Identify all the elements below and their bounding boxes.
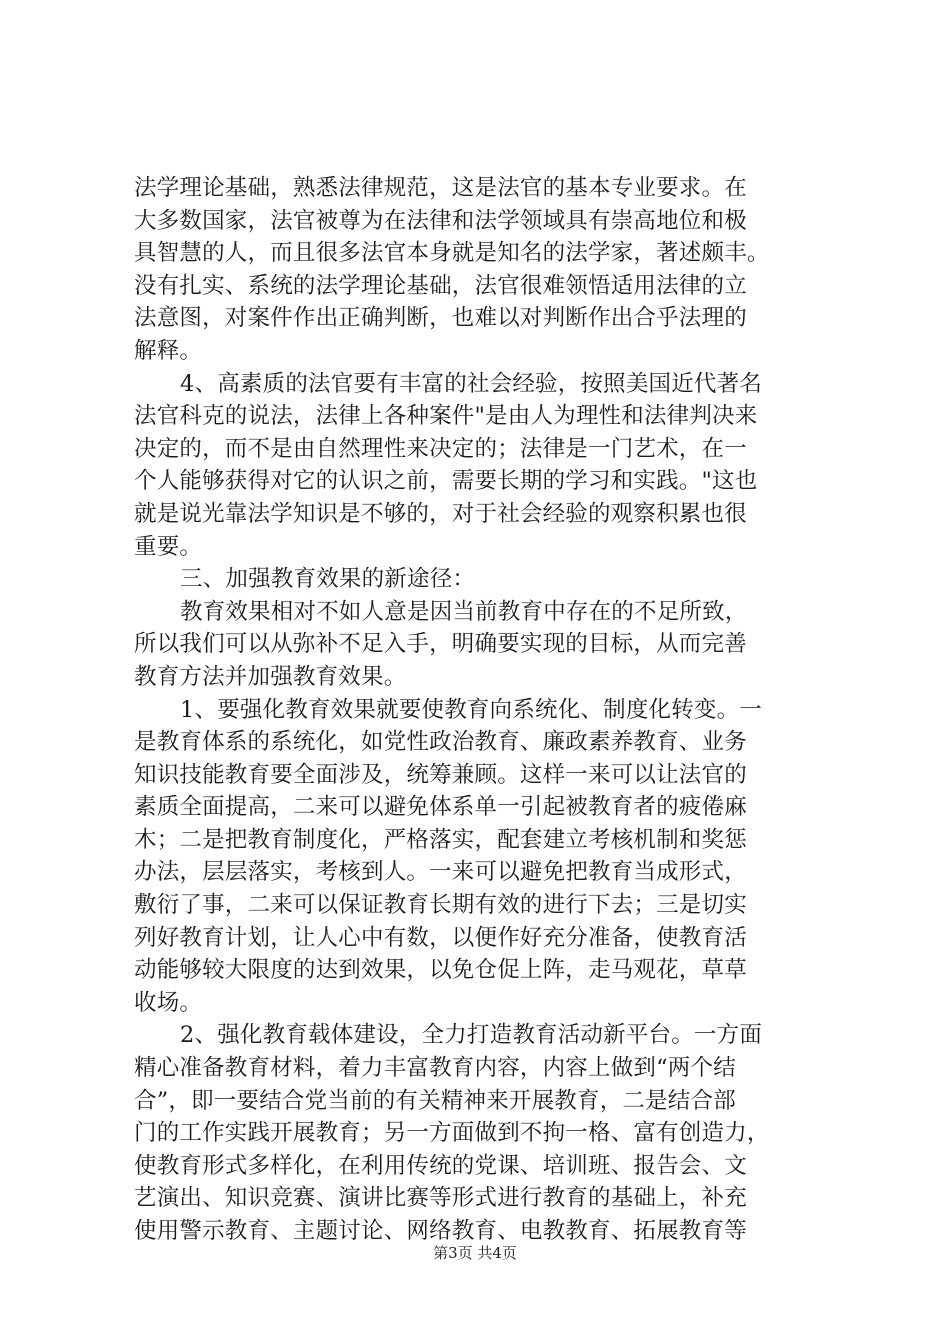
- text-line: 法学理论基础，熟悉法律规范，这是法官的基本专业要求。在: [134, 175, 747, 201]
- text-line: 门的工作实践开展教育；另一方面做到不拘一格、富有创造力，: [134, 1120, 770, 1147]
- text-line: 木；二是把教育制度化，严格落实，配套建立考核机制和奖惩: [134, 826, 747, 853]
- text-line: 所以我们可以从弥补不足入手，明确要实现的目标，从而完善: [134, 631, 747, 658]
- text-line: 敷衍了事，二来可以保证教育长期有效的进行下去；三是切实: [134, 892, 747, 919]
- text-line: 4、高素质的法官要有丰富的社会经验，按照美国近代著名: [180, 370, 763, 397]
- text-line: 法意图，对案件作出正确判断，也难以对判断作出合乎法理的: [134, 305, 747, 332]
- page-footer: 第3页 共4页: [433, 1244, 517, 1262]
- text-line: 素质全面提高，二来可以避免体系单一引起被教育者的疲倦麻: [134, 794, 747, 821]
- text-line: 1、要强化教育效果就要使教育向系统化、制度化转变。一: [180, 696, 763, 723]
- text-line: 是教育体系的系统化，如党性政治教育、廉政素养教育、业务: [134, 729, 747, 756]
- text-line: 使用警示教育、主题讨论、网络教育、电教教育、拓展教育等: [134, 1218, 747, 1244]
- section-heading: 三、加强教育效果的新途径：: [180, 566, 476, 593]
- text-line: 收场。: [134, 989, 203, 1016]
- text-line: 教育效果相对不如人意是因当前教育中存在的不足所致，: [180, 598, 748, 625]
- text-line: 使教育形式多样化，在利用传统的党课、培训班、报告会、文: [134, 1152, 747, 1179]
- text-line: 2、强化教育载体建设，全力打造教育活动新平台。一方面: [180, 1022, 763, 1049]
- text-line: 知识技能教育要全面涉及，统筹兼顾。这样一来可以让法官的: [134, 761, 747, 788]
- text-line: 大多数国家，法官被尊为在法律和法学领域具有崇高地位和极: [134, 207, 747, 234]
- text-line: 办法，层层落实，考核到人。一来可以避免把教育当成形式，: [134, 859, 747, 886]
- text-line: 精心准备教育材料，着力丰富教育内容，内容上做到“两个结: [134, 1055, 736, 1082]
- document-body: [134, 172, 834, 1248]
- text-line: 合”，即一要结合党当前的有关精神来开展教育，二是结合部: [134, 1087, 736, 1114]
- text-line: 重要。: [134, 533, 203, 560]
- text-line: 解释。: [134, 337, 203, 364]
- text-line: 就是说光靠法学知识是不够的，对于社会经验的观察积累也很: [134, 500, 747, 527]
- text-line: 动能够较大限度的达到效果，以免仓促上阵，走马观花，草草: [134, 957, 747, 984]
- text-line: 教育方法并加强教育效果。: [134, 663, 407, 690]
- text-line: 决定的，而不是由自然理性来决定的；法律是一门艺术，在一: [134, 435, 747, 462]
- text-line: 没有扎实、系统的法学理论基础，法官很难领悟适用法律的立: [134, 272, 747, 299]
- text-line: 艺演出、知识竞赛、演讲比赛等形式进行教育的基础上，补充: [134, 1185, 747, 1212]
- text-line: 法官科克的说法，法律上各种案件"是由人为理性和法律判决来: [134, 403, 758, 430]
- text-line: 个人能够获得对它的认识之前，需要长期的学习和实践。"这也: [134, 468, 758, 495]
- text-line: 列好教育计划，让人心中有数，以便作好充分准备，使教育活: [134, 924, 747, 951]
- text-line: 具智慧的人，而且很多法官本身就是知名的法学家，著述颇丰。: [134, 240, 770, 267]
